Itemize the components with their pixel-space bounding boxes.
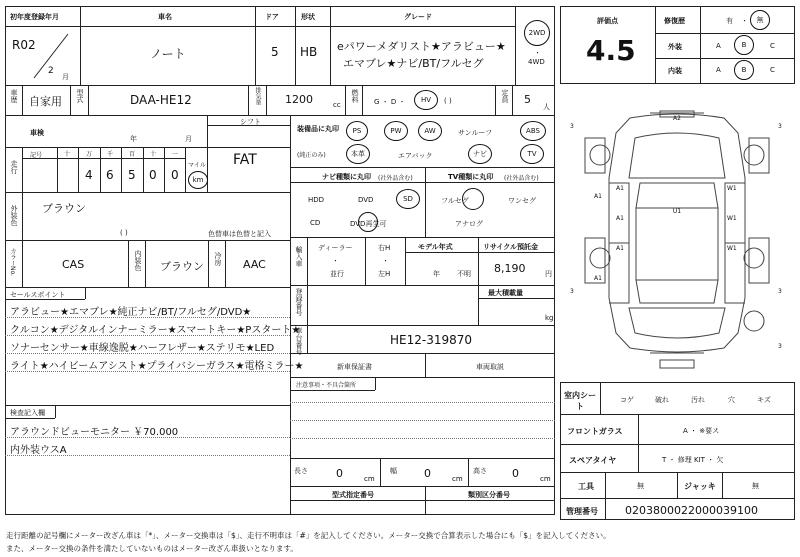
divider (5, 115, 555, 116)
divider (405, 237, 406, 285)
damage-label: A1 (616, 185, 624, 192)
mileage-digit: 6 (106, 168, 114, 182)
damage-label: 3 (778, 123, 782, 130)
divider (208, 240, 209, 287)
interior-grade-c: C (770, 66, 775, 74)
import-right: 右H (378, 244, 391, 252)
category-number-label: 類別区分番号 (468, 491, 510, 499)
max-load-label: 最大積載量 (488, 289, 523, 297)
sales-point-line: アラビュー★エマブレ★純正ナビ/BT/フルセグ/DVD★ (10, 307, 252, 318)
damage-label: W1 (727, 185, 737, 192)
divider (380, 458, 381, 486)
divider (100, 147, 101, 192)
inspection-year-unit: 年 (130, 135, 137, 143)
tv-sublabel: (社外品含む) (504, 175, 539, 182)
registration-label: 登録番号 (295, 288, 303, 316)
mile-label: マイル (188, 162, 206, 169)
divider (638, 414, 639, 472)
damage-label: 3 (778, 343, 782, 350)
interior-color-value: ブラウン (160, 260, 204, 273)
grade-line1: eパワーメダリスト★アラビュー★ (337, 40, 506, 53)
damage-label: A1 (616, 245, 624, 252)
divider (290, 285, 555, 286)
divider (290, 438, 555, 439)
door-label: ドア (265, 13, 279, 21)
divider (655, 33, 795, 34)
divider (495, 85, 496, 115)
width-label: 幅 (390, 467, 397, 475)
person-unit: 人 (543, 103, 550, 111)
divider (121, 147, 122, 192)
digit-header: 百 (129, 151, 136, 158)
rating-value: 4.5 (586, 34, 636, 67)
divider (290, 500, 555, 501)
divider (307, 285, 308, 353)
displacement-value: 1200 (285, 93, 313, 106)
navi-dvd-playback: DVD再生可 (350, 220, 387, 228)
shift-label: シフト (240, 118, 261, 126)
repair-history-label: 修復歴 (664, 17, 685, 25)
divider (478, 298, 555, 299)
inspection-month-unit: 月 (185, 135, 192, 143)
new-car-guarantee: 新車保証書 (337, 363, 372, 371)
color-no-value: CAS (62, 258, 85, 271)
ac-value: AAC (243, 258, 266, 271)
divider (78, 147, 79, 192)
divider (5, 371, 290, 372)
interior-color-label: 内装色 (134, 250, 142, 271)
divider (290, 353, 555, 354)
drive-2wd-circled: 2WD (524, 20, 550, 46)
damage-label: 3 (778, 288, 782, 295)
mileage-digit: 4 (85, 168, 93, 182)
reg-type-label: 車歴 (10, 89, 18, 103)
divider (307, 237, 308, 285)
exterior-color-label: 外装色 (10, 205, 18, 226)
length-unit: cm (364, 475, 375, 483)
divider (85, 287, 86, 299)
divider (330, 6, 331, 85)
divider (290, 402, 555, 403)
car-name-value: ノート (150, 47, 186, 61)
jack-label: ジャッキ (684, 482, 716, 491)
divider (5, 240, 290, 241)
width-unit: cm (452, 475, 463, 483)
divider (57, 147, 58, 192)
divider (128, 240, 129, 287)
divider (362, 85, 363, 115)
shift-value: FAT (233, 152, 257, 168)
divider (290, 390, 375, 391)
fuel-paren: ( ) (444, 97, 452, 105)
damage-label: A1 (594, 193, 602, 200)
divider (700, 6, 701, 84)
divider (560, 444, 795, 445)
divider (290, 167, 555, 168)
equip-airbag: エアバック (398, 152, 433, 160)
cc-unit: cc (333, 101, 341, 109)
length-value: 0 (336, 467, 343, 480)
mgmt-number-label: 管理番号 (566, 507, 598, 516)
divider (55, 405, 56, 418)
fuel-label: 燃料 (351, 89, 359, 103)
navi-sd-circled: SD (396, 189, 420, 209)
first-reg-label: 初年度登録年月 (10, 13, 59, 21)
sales-points-label: セールスポイント (10, 291, 66, 299)
divider (22, 158, 185, 159)
divider (248, 85, 249, 115)
tv-fullseg: フルセグ (441, 197, 469, 205)
length-label: 長さ (294, 467, 308, 475)
divider (722, 472, 723, 498)
recycle-value: 8,190 (494, 262, 526, 275)
sales-point-line: クルコン★デジタルインナーミラー★スマートキー★Pスタート★ (10, 325, 301, 336)
drive-separator: ・ (534, 49, 541, 57)
tv-label: TV種類に丸印 (448, 173, 494, 181)
interior-grade-b-circled: B (734, 60, 754, 80)
capacity-value: 5 (524, 93, 531, 106)
interior-seat-label: 室内シート (564, 391, 596, 411)
color-no-label: カラーNo. (9, 248, 16, 276)
color-note: 色替車は色替と記入 (208, 230, 271, 238)
model-year-label: モデル年式 (418, 243, 453, 251)
divider (290, 486, 555, 487)
model-year-unknown: 不明 (457, 270, 471, 278)
divider (70, 85, 71, 115)
damage-label: 3 (570, 288, 574, 295)
seat-issue: コゲ (620, 396, 634, 404)
divider (143, 147, 144, 192)
divider (365, 237, 366, 285)
divider (88, 85, 89, 115)
divider (290, 420, 555, 421)
divider (345, 85, 346, 115)
divider (164, 147, 165, 192)
divider (425, 167, 426, 237)
divider (655, 6, 656, 84)
divider (655, 58, 795, 59)
model-value: DAA-HE12 (130, 93, 192, 107)
divider (5, 335, 290, 336)
exterior-grade-b-circled: B (734, 35, 754, 55)
divider (5, 26, 515, 27)
divider (600, 382, 601, 414)
first-reg-value: R02 (12, 38, 36, 52)
divider (5, 353, 290, 354)
yen-unit: 円 (545, 270, 552, 278)
height-unit: cm (540, 475, 551, 483)
digit-header: 千 (107, 151, 114, 158)
exterior-grade-c: C (770, 42, 775, 50)
divider (478, 237, 479, 285)
reg-type-value: 自家用 (29, 95, 62, 108)
divider (5, 418, 55, 419)
import-dot: ・ (382, 257, 389, 265)
mileage-label: 走行 (10, 160, 18, 174)
divider (560, 414, 795, 415)
spare-tire-value: T ・ 修理 KIT ・ 欠 (662, 456, 724, 464)
divider (5, 317, 290, 318)
damage-label: A1 (594, 275, 602, 282)
damage-label: A1 (616, 215, 624, 222)
divider (290, 325, 555, 326)
inspection-label: 車検 (30, 129, 44, 137)
navi-label: ナビ種類に丸印 (322, 173, 371, 181)
damage-label: W1 (727, 245, 737, 252)
displacement-label: 排気量 (254, 87, 261, 105)
navi-dvd-playback-circle (358, 212, 378, 232)
damage-label: U1 (672, 208, 682, 215)
car-damage-diagram (560, 108, 795, 378)
equipment-label: 装備品に丸印 (297, 125, 339, 133)
navi-cd: CD (310, 219, 321, 227)
divider (5, 455, 290, 456)
divider (405, 252, 555, 253)
inspector-note-line: 内外装ウスA (10, 445, 67, 456)
exterior-color-value: ブラウン (42, 202, 86, 215)
divider (5, 287, 290, 288)
grade-line2: エマブレ★ナビ/BT/フルセグ (343, 57, 484, 70)
rating-label: 評価点 (597, 17, 618, 25)
exterior-grade-a: A (716, 42, 721, 50)
interior-grade-a: A (716, 66, 721, 74)
divider (290, 377, 555, 378)
mileage-digit: 5 (128, 168, 136, 182)
divider (5, 437, 290, 438)
exterior-grade-label: 外装 (668, 43, 682, 51)
repair-yes: 有 (726, 17, 733, 25)
divider (425, 353, 426, 377)
equip-navi-circled: ナビ (468, 144, 492, 164)
divider (185, 147, 186, 192)
navi-dvd: DVD (358, 196, 374, 204)
import-dot: ・ (332, 257, 339, 265)
seat-issue: 穴 (728, 396, 735, 404)
mgmt-number-value: 0203800022000039100 (625, 504, 758, 517)
import-label: 輸入車 (295, 246, 303, 267)
equip-ps-circled: PS (346, 121, 368, 141)
spare-tire-label: スペアタイヤ (569, 456, 617, 465)
chassis-label: 車台番号 (295, 327, 303, 355)
divider (255, 6, 256, 85)
equip-pw-circled: PW (384, 121, 408, 141)
import-left: 左H (378, 270, 391, 278)
divider (290, 115, 291, 515)
repair-dot: ・ (741, 17, 748, 25)
height-label: 高さ (473, 467, 487, 475)
equip-abs-circled: ABS (520, 121, 546, 141)
km-circled: km (188, 171, 208, 189)
kg-unit: kg (545, 314, 554, 322)
digit-header: 万 (86, 151, 93, 158)
windshield-label: フロントガラス (567, 427, 623, 436)
color-note-paren: ( ) (120, 229, 128, 237)
sales-point-line: ライト★ハイビームアシスト★プライバシーガラス★電格ミラー★ (10, 361, 304, 372)
divider (80, 6, 81, 85)
ac-label: 冷房 (214, 252, 222, 266)
divider (290, 182, 555, 183)
inspector-note-line: アラウンドビューモニター ￥70.000 (10, 427, 179, 438)
fuel-options: G ・ D ・ (374, 98, 406, 106)
mileage-digit: 0 (149, 168, 157, 182)
fuel-hv-circled: HV (414, 90, 438, 110)
divider (5, 405, 290, 406)
divider (425, 486, 426, 515)
car-name-label: 車名 (158, 13, 172, 21)
divider (290, 458, 555, 459)
tools-label: 工具 (578, 482, 594, 491)
divider (512, 85, 513, 115)
shape-label: 形状 (301, 13, 315, 21)
shape-value: HB (300, 45, 318, 59)
digit-header: 一 (172, 151, 179, 158)
divider (295, 6, 296, 85)
tools-value: 無 (637, 482, 644, 490)
divider (266, 85, 267, 115)
damage-label: 3 (570, 123, 574, 130)
inspector-notes-label: 検査記入欄 (10, 409, 45, 417)
capacity-label: 定員 (501, 89, 509, 103)
divider (22, 192, 23, 287)
divider (468, 458, 469, 486)
first-reg-month: 2 (48, 66, 54, 76)
mileage-sign-label: 記号 (30, 152, 43, 159)
digit-header: 十 (64, 151, 71, 158)
divider (605, 472, 606, 520)
divider (478, 285, 479, 325)
equipment-sublabel: (純正のみ) (297, 152, 326, 159)
windshield-value: A ・ ※要ス (683, 427, 720, 435)
tv-analog: アナログ (455, 220, 483, 228)
recycle-label: リサイクル預託金 (483, 243, 539, 251)
grade-label: グレード (404, 13, 432, 21)
height-value: 0 (512, 467, 519, 480)
divider (22, 147, 23, 192)
drive-4wd: 4WD (528, 58, 545, 66)
divider (145, 240, 146, 287)
footer-note-1: 走行距離の記号欄にメーター改ざん車は「*」、メーター交換車は「$」、走行不明車は「#」を記入してください。メーター交換で合算表示した場合にも「$」を記入してください。 (6, 531, 611, 540)
divider (22, 85, 23, 115)
tv-oneseg: ワンセグ (508, 197, 536, 205)
type-designation-label: 型式指定番号 (332, 491, 374, 499)
divider (290, 237, 555, 238)
import-dealer: ディーラー (318, 244, 353, 252)
divider (560, 498, 795, 499)
seat-issue: キズ (757, 396, 771, 404)
equip-tv-circled: TV (520, 144, 544, 164)
chassis-value: HE12-319870 (390, 333, 473, 347)
import-parallel: 並行 (330, 270, 344, 278)
model-year-unit: 年 (433, 270, 440, 278)
divider (515, 6, 516, 85)
notes-label: 注意事項・不具合箇所 (296, 382, 357, 389)
navi-sublabel: (社外品含む) (378, 175, 413, 182)
equip-sunroof: サンルーフ (458, 129, 493, 137)
divider (225, 240, 226, 287)
seat-issue: 破れ (655, 396, 669, 404)
equip-leather-circled: 本革 (346, 144, 370, 164)
footer-note-2: また、メーター交換の条件を満たしていないものはメーター改ざん車扱いとなります。 (6, 544, 298, 553)
damage-label: W1 (727, 215, 737, 222)
seat-issue: 汚れ (691, 396, 705, 404)
month-unit: 月 (62, 73, 69, 81)
width-value: 0 (424, 467, 431, 480)
model-label: 型式 (76, 89, 84, 103)
jack-value: 無 (752, 482, 759, 490)
navi-hdd: HDD (308, 196, 325, 204)
divider (677, 472, 678, 498)
damage-label: A2 (673, 115, 681, 122)
mileage-digit: 0 (171, 168, 179, 182)
sales-point-line: ソナーセンサー★車線逸脱★ハーフレザー★ステリモ★LED (10, 343, 275, 354)
tv-fullseg-circle (462, 188, 484, 210)
interior-grade-label: 内装 (668, 67, 682, 75)
digit-header: 十 (150, 151, 157, 158)
repair-none-circled: 無 (750, 10, 770, 30)
vehicle-manual: 車両取説 (476, 363, 504, 371)
divider (5, 147, 290, 148)
divider (375, 377, 376, 390)
equip-aw-circled: AW (418, 121, 442, 141)
doors-value: 5 (271, 45, 279, 59)
divider (5, 192, 290, 193)
